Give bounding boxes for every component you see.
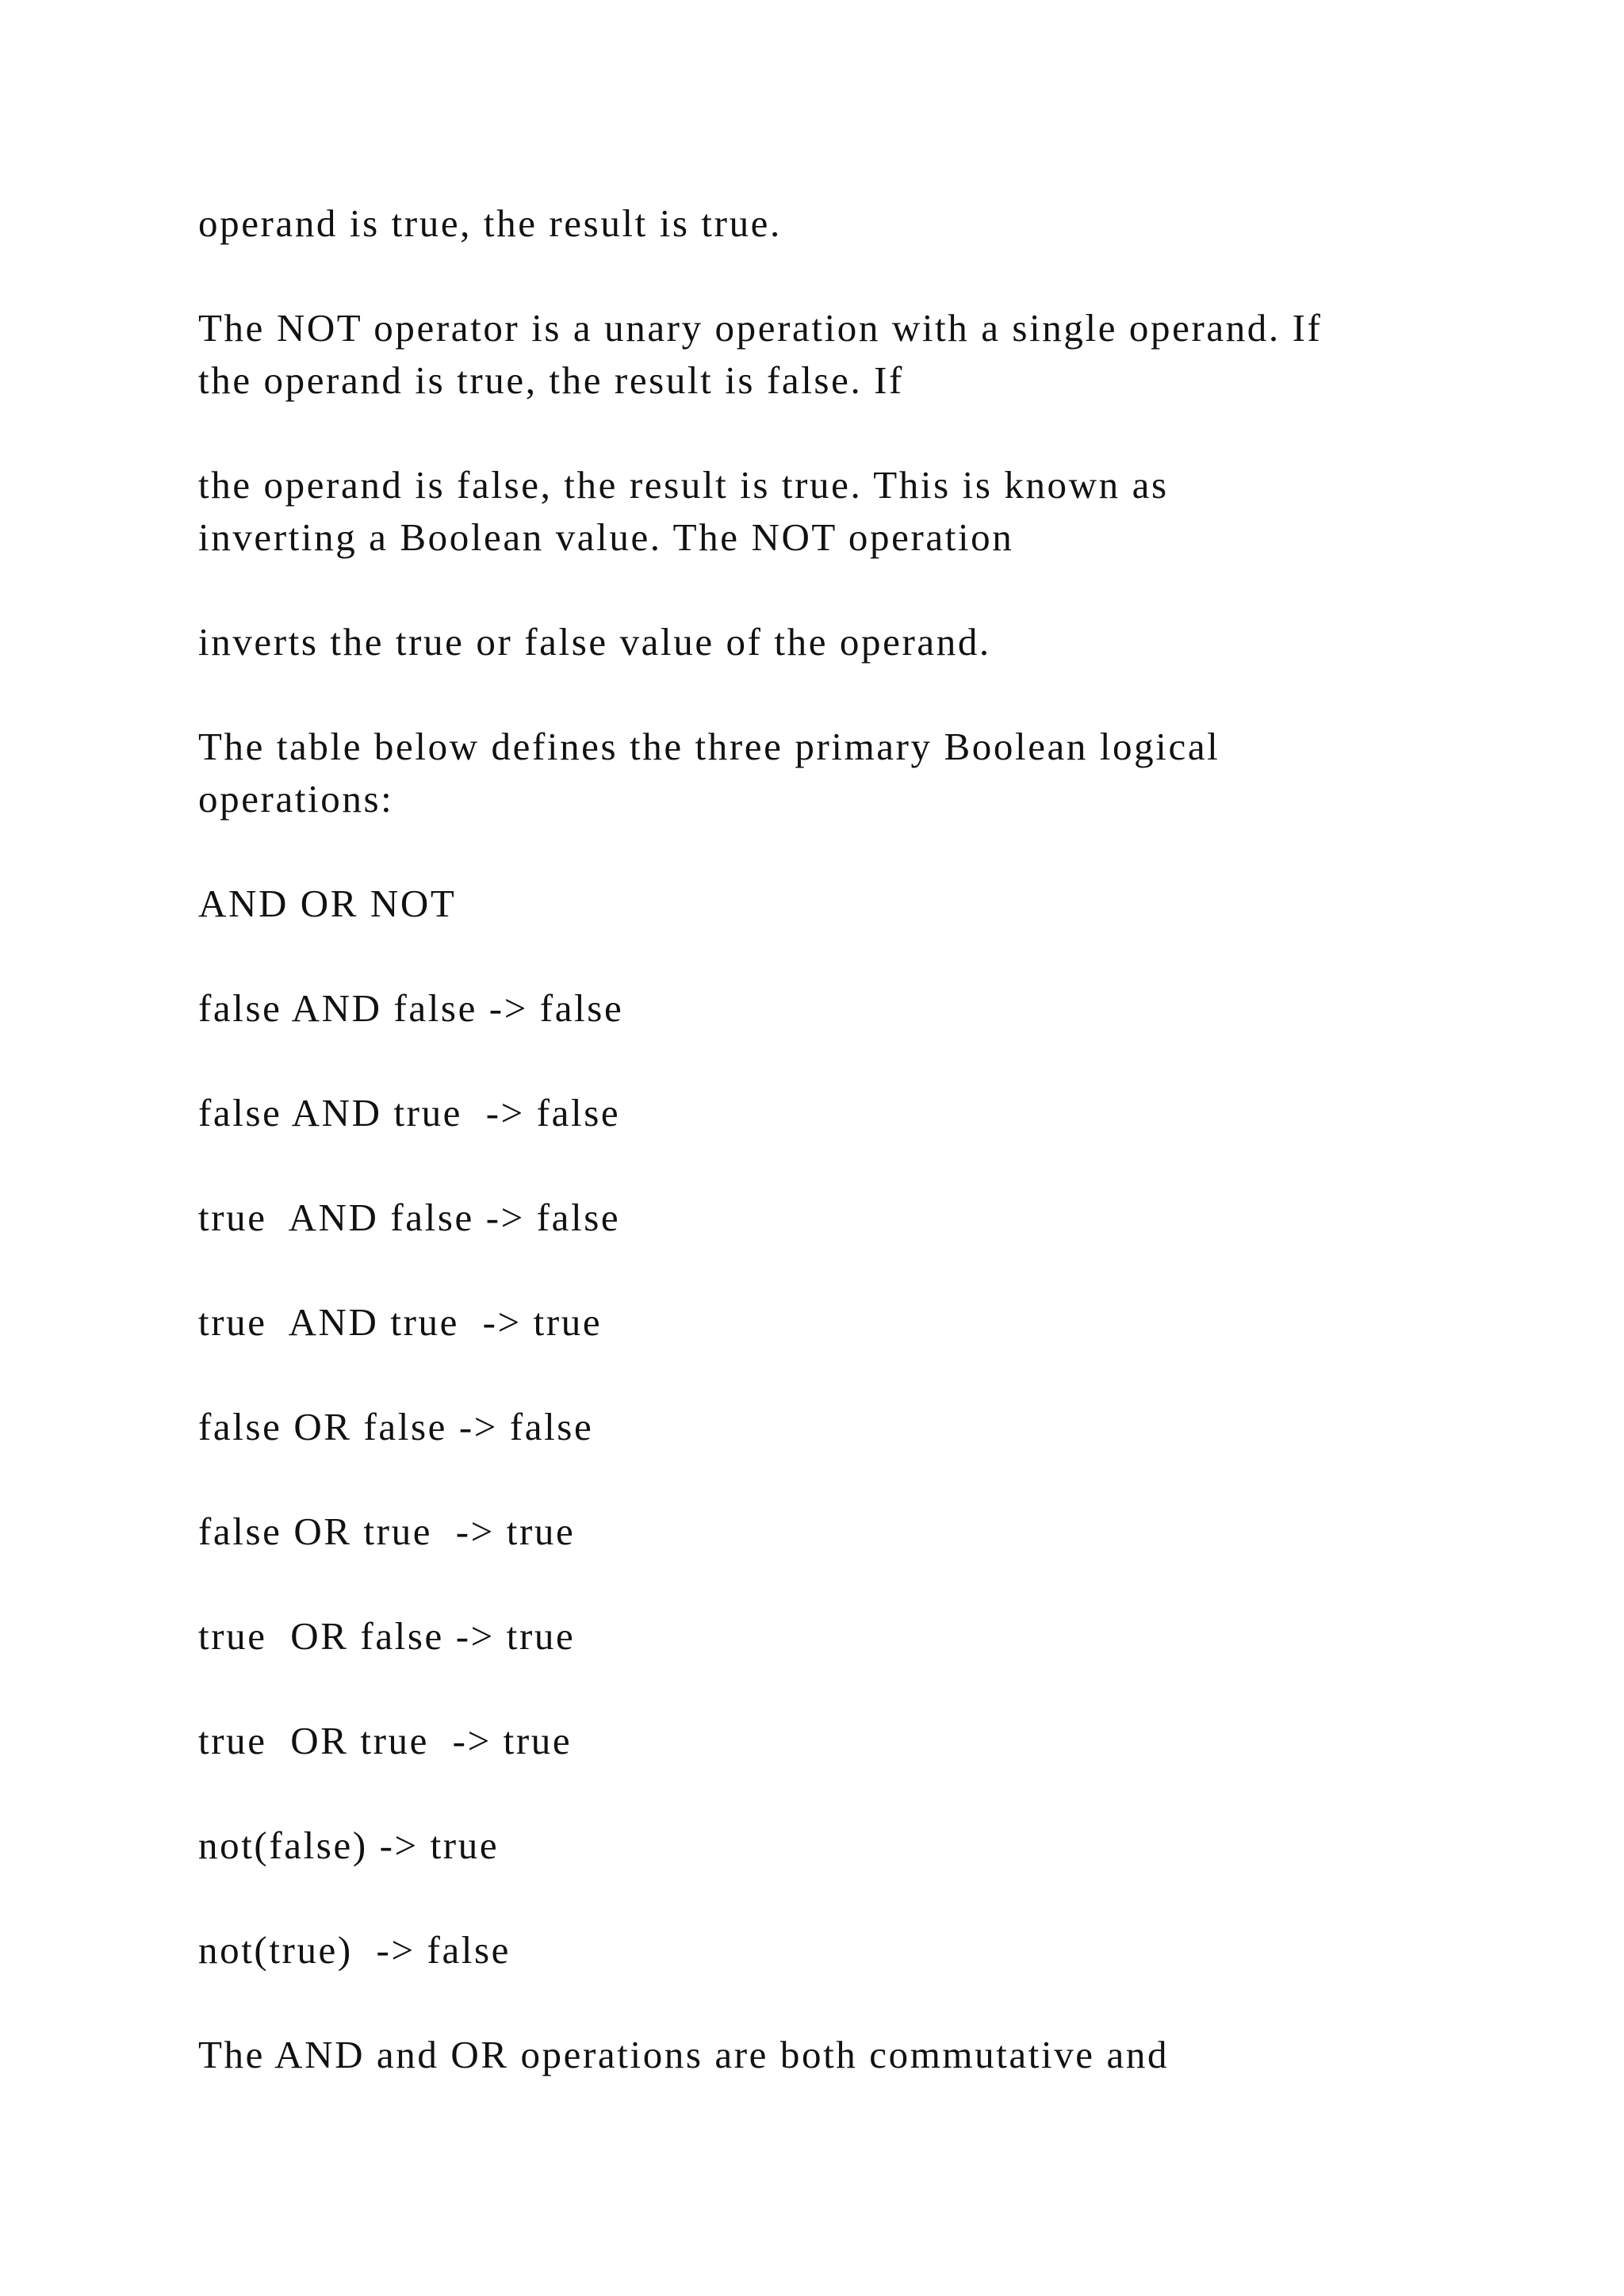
text-line: operand is true, the result is true. — [198, 201, 782, 245]
text-line: inverting a Boolean value. The NOT operation — [198, 515, 1014, 559]
text-line: the operand is false, the result is true. This is known as — [198, 463, 1169, 507]
truth-table-row: true OR true -> true — [198, 1719, 573, 1762]
truth-table-row: false OR false -> false — [198, 1405, 594, 1448]
text-line: The NOT operator is a unary operation with a single operand. If — [198, 306, 1323, 350]
truth-table-row: true OR false -> true — [198, 1614, 576, 1658]
truth-table-row: true AND true -> true — [198, 1300, 603, 1344]
truth-table-row: true AND false -> false — [198, 1196, 621, 1239]
text-line: the operand is true, the result is false. If — [198, 358, 904, 402]
truth-table-row: false AND true -> false — [198, 1091, 621, 1135]
text-line: operations: — [198, 777, 394, 821]
text-line: inverts the true or false value of the operand. — [198, 620, 991, 664]
text-line: The table below defines the three primary Boolean logical — [198, 725, 1220, 768]
truth-table-row: not(false) -> true — [198, 1823, 500, 1867]
text-line: AND OR NOT — [198, 882, 457, 925]
truth-table-row: false AND false -> false — [198, 986, 624, 1030]
truth-table-row: not(true) -> false — [198, 1928, 511, 1972]
text-line: The AND and OR operations are both commutative and — [198, 2033, 1170, 2076]
truth-table-row: false OR true -> true — [198, 1510, 576, 1553]
